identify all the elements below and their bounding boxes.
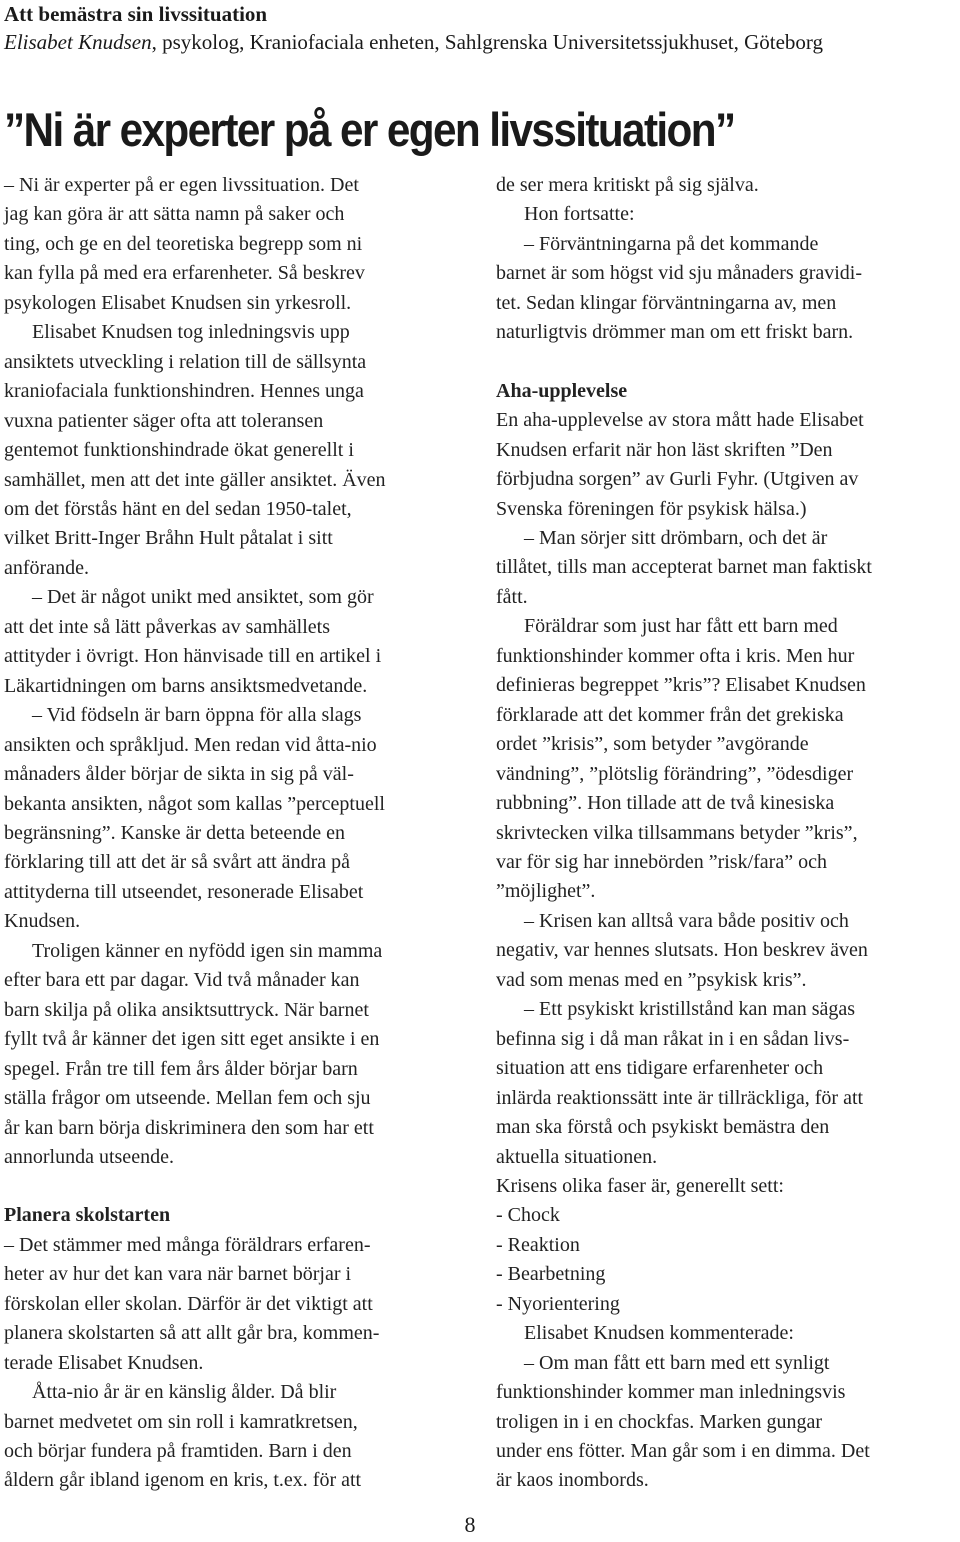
text-line: – Ni är experter på er egen livssituation. Det <box>4 174 359 196</box>
text-line: inlärda reaktionssätt inte är tillräckliga, för att <box>496 1086 864 1109</box>
author-name: Elisabet Knudsen <box>4 30 152 54</box>
text-line: tet. Sedan klingar förväntningarna av, men <box>496 291 837 314</box>
text-line: vilket Britt-Inger Bråhn Hult påtalat i sitt <box>4 527 333 550</box>
text-line: anförande. <box>4 556 89 579</box>
text-line: Svenska föreningen för psykisk hälsa.) <box>496 497 807 520</box>
text-line: om det förstås hänt en del sedan 1950-talet, <box>4 497 352 520</box>
text-line: Åtta-nio år är en känslig ålder. Då blir <box>32 1381 337 1404</box>
series-title: Att bemästra sin livssituation <box>4 2 268 26</box>
text-line: – Förväntningarna på det kommande <box>524 232 819 255</box>
text-line: fyllt två år känner det igen sitt eget ansikte i en <box>4 1028 380 1051</box>
text-line: begränsning”. Kanske är detta beteende en <box>4 821 345 844</box>
paragraph <box>4 583 466 701</box>
text-line: ställa frågor om utseende. Mellan fem och sju <box>4 1087 371 1110</box>
text-line: terade Elisabet Knudsen. <box>4 1351 204 1374</box>
text-line: En aha-upplevelse av stora mått hade Elisabet <box>496 409 864 432</box>
paragraph <box>496 171 956 200</box>
text-line: spegel. Från tre till fem års ålder börjar barn <box>4 1057 358 1080</box>
paragraph <box>496 406 956 524</box>
text-line: - Reaktion <box>496 1233 580 1256</box>
text-line: ordet ”krisis”, som betyder ”avgörande <box>496 733 809 756</box>
text-line: – Krisen kan alltså vara både positiv och <box>524 909 849 932</box>
text-line: attityder i övrigt. Hon hänvisade till en artikel i <box>4 645 382 668</box>
text-line: Krisens olika faser är, generellt sett: <box>496 1174 784 1197</box>
text-line: Elisabet Knudsen kommenterade: <box>524 1322 794 1345</box>
text-line: vad som menas med en ”psykisk kris”. <box>496 968 807 991</box>
author-affiliation: , psykolog, Kraniofaciala enheten, Sahlgrenska Universitetssjukhuset, Göteborg <box>151 30 824 54</box>
text-line: vändning”, ”plötslig förändring”, ”ödesdiger <box>496 762 854 785</box>
text-line: annorlunda utseende. <box>4 1145 174 1168</box>
text-line: situation att ens tidigare erfarenheter och <box>496 1057 824 1080</box>
paragraph <box>496 200 956 229</box>
text-line: att det inte så lätt påverkas av samhällets <box>4 615 330 638</box>
text-line: barnet är som högst vid sju månaders gravidi- <box>496 262 863 285</box>
text-line: negativ, var hennes slutsats. Hon beskrev även <box>496 939 868 962</box>
text-line: psykologen Elisabet Knudsen sin yrkesroll. <box>4 291 352 314</box>
headline: ”Ni är experter på er egen livssituation” <box>4 103 735 156</box>
text-line: funktionshinder kommer man inledningsvis <box>496 1381 846 1404</box>
text-line: förklaring till att det är så svårt att ändra på <box>4 851 350 874</box>
text-line: barnet medvetet om sin roll i kamratkretsen, <box>4 1410 358 1433</box>
paragraph <box>496 1319 956 1348</box>
text-line: skrivtecken vilka tillsammans betyder ”kris”, <box>496 821 858 844</box>
left-column <box>4 171 466 1496</box>
paragraph <box>4 1378 466 1496</box>
text-line: under ens fötter. Man går som i en dimma. Det <box>496 1440 870 1463</box>
text-line: Knudsen. <box>4 910 81 933</box>
paragraph <box>496 524 956 612</box>
text-line: är kaos inombords. <box>496 1469 649 1492</box>
text-line: – Om man fått ett barn med ett synligt <box>524 1351 830 1374</box>
text-line: Föräldrar som just har fått ett barn med <box>524 615 838 638</box>
paragraph <box>4 1231 466 1378</box>
text-line: gentemot funktionshindrade ökat generellt i <box>4 439 354 462</box>
text-line: och börjar fundera på framtiden. Barn i den <box>4 1440 352 1463</box>
text-line: attityderna till utseendet, resonerade Elisabet <box>4 880 364 903</box>
paragraph <box>496 230 956 348</box>
text-line: kan fylla på med era erfarenheter. Så beskrev <box>4 262 365 285</box>
text-line: definieras begreppet ”kris”? Elisabet Knudsen <box>496 674 866 697</box>
page-number: 8 <box>464 1512 476 1537</box>
paragraph <box>496 907 956 995</box>
spacer <box>4 1172 466 1201</box>
text-line: man ska förstå och psykiskt bemästra den <box>496 1116 830 1139</box>
text-line: bekanta ansikten, något som kallas ”perceptuell <box>4 792 385 815</box>
text-line: jag kan göra är att sätta namn på saker och <box>4 203 345 226</box>
paragraph <box>496 995 956 1172</box>
text-line: heter av hur det kan vara när barnet börjar i <box>4 1263 352 1286</box>
text-line: - Nyorientering <box>496 1292 620 1315</box>
text-line: – Det stämmer med många föräldrars erfaren- <box>4 1233 371 1256</box>
text-line: de ser mera kritiskt på sig själva. <box>496 174 759 196</box>
text-line: förklarade att det kommer från det grekiska <box>496 703 844 726</box>
text-line: åldern går ibland igenom en kris, t.ex. för att <box>4 1469 362 1492</box>
text-line: Knudsen erfarit när hon läst skriften ”Den <box>496 438 833 461</box>
paragraph <box>496 1172 956 1319</box>
paragraph <box>4 171 466 318</box>
text-line: – Vid födseln är barn öppna för alla slags <box>32 704 362 727</box>
text-line: år kan barn börja diskriminera den som har ett <box>4 1116 374 1139</box>
text-line: troligen in i en chockfas. Marken gungar <box>496 1410 823 1433</box>
text-line: samhället, men att det inte gäller ansiktet. Även <box>4 468 386 491</box>
text-line: aktuella situationen. <box>496 1145 658 1168</box>
text-line: månaders ålder börjar de sikta in sig på väl- <box>4 763 354 786</box>
text-line: förbjudna sorgen” av Gurli Fyhr. (Utgiven av <box>496 468 859 491</box>
spacer <box>496 348 956 377</box>
paragraph <box>4 937 466 1173</box>
text-line: vuxna patienter säger ofta att toleransen <box>4 409 324 432</box>
subheading: Aha-upplevelse <box>496 379 628 402</box>
subheading: Planera skolstarten <box>4 1204 171 1227</box>
text-line: kraniofaciala funktionshindren. Hennes unga <box>4 380 364 403</box>
text-line: var för sig har innebörden ”risk/fara” och <box>496 850 827 873</box>
paragraph <box>4 701 466 937</box>
text-line: efter bara ett par dagar. Vid två månader kan <box>4 969 360 992</box>
text-line: Elisabet Knudsen tog inledningsvis upp <box>32 321 350 344</box>
text-line: - Bearbetning <box>496 1263 606 1286</box>
text-line: – Ett psykiskt kristillstånd kan man sägas <box>524 998 856 1021</box>
text-line: befinna sig i då man råkat in i en sådan livs- <box>496 1027 850 1050</box>
text-line: funktionshinder kommer ofta i kris. Men hur <box>496 644 855 667</box>
paragraph <box>496 1349 956 1496</box>
article-header <box>4 0 954 56</box>
paragraph <box>496 612 956 907</box>
text-line: naturligtvis drömmer man om ett friskt barn. <box>496 321 854 344</box>
text-line: Läkartidningen om barns ansiktsmedvetande. <box>4 674 368 697</box>
text-line: ting, och ge en del teoretiska begrepp som ni <box>4 232 363 255</box>
text-line: ansikten och språkljud. Men redan vid åtta-nio <box>4 733 377 756</box>
text-line: rubbning”. Hon tillade att de två kinesiska <box>496 792 835 815</box>
paragraph <box>4 318 466 583</box>
text-line: – Man sörjer sitt drömbarn, och det är <box>524 526 828 549</box>
text-line: - Chock <box>496 1204 560 1227</box>
text-line: ”möjlighet”. <box>496 880 596 903</box>
text-line: Hon fortsatte: <box>524 203 635 226</box>
text-line: tillåtet, tills man accepterat barnet man faktiskt <box>496 556 872 579</box>
text-line: planera skolstarten så att allt går bra, kommen- <box>4 1322 380 1345</box>
text-line: fått. <box>496 585 528 608</box>
byline <box>4 28 954 56</box>
text-line: ansiktets utveckling i relation till de sällsynta <box>4 350 367 373</box>
text-line: barn skilja på olika ansiktsuttryck. När barnet <box>4 998 369 1021</box>
text-line: – Det är något unikt med ansiktet, som gör <box>32 586 374 609</box>
text-line: förskolan eller skolan. Därför är det viktigt att <box>4 1292 373 1315</box>
right-column <box>496 171 956 1496</box>
text-line: Troligen känner en nyfödd igen sin mamma <box>32 939 383 962</box>
